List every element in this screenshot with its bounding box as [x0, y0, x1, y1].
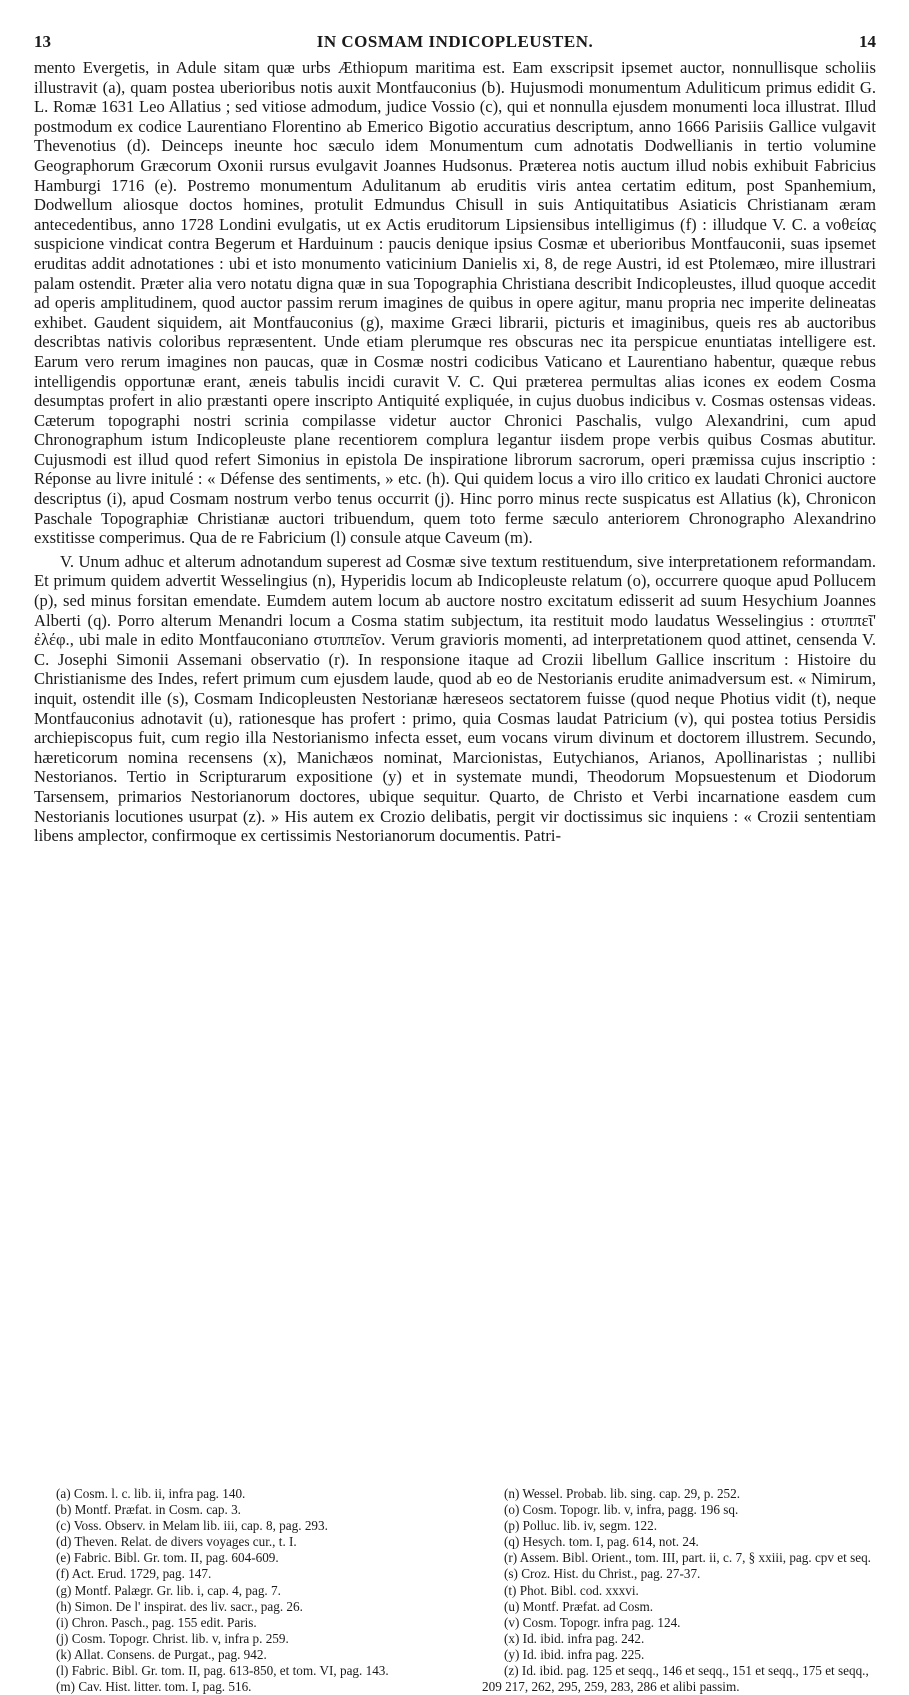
footnote: (j) Cosm. Topogr. Christ. lib. v, infra p. 259.	[56, 1630, 289, 1646]
page-number-right: 14	[859, 32, 876, 51]
page-number-left: 13	[34, 32, 51, 51]
footnote: (x) Id. ibid. infra pag. 242.	[504, 1630, 645, 1646]
footnote: (m) Cav. Hist. litter. tom. I, pag. 516.	[56, 1679, 252, 1695]
running-title: IN COSMAM INDICOPLEUSTEN.	[316, 32, 594, 51]
footnote: (n) Wessel. Probab. lib. sing. cap. 29, p. 252.	[504, 1486, 741, 1501]
footnote: (o) Cosm. Topogr. lib. v, infra, pagg. 196 sq.	[504, 1502, 739, 1518]
footnote: (p) Polluc. lib. iv, segm. 122.	[504, 1518, 657, 1534]
footnotes-right-column	[482, 1486, 876, 1695]
running-header	[34, 30, 876, 58]
footnote: (h) Simon. De l' inspirat. des liv. sacr., pag. 26.	[56, 1598, 303, 1614]
footnote: (s) Croz. Hist. du Christ., pag. 27-37.	[504, 1566, 701, 1582]
footnote: (y) Id. ibid. infra pag. 225.	[504, 1646, 645, 1662]
footnote: (l) Fabric. Bibl. Gr. tom. II, pag. 613-850, et tom. VI, pag. 143.	[56, 1663, 389, 1679]
footnote: (d) Theven. Relat. de divers voyages cur., t. I.	[56, 1534, 297, 1550]
footnote: (g) Montf. Palægr. Gr. lib. i, cap. 4, pag. 7.	[56, 1582, 281, 1598]
footnote: (z) Id. ibid. pag. 125 et seqq., 146 et seqq., 151 et seqq., 175 et seqq., 209 217, 262, 295, 259, 283, 286 et alibi passim.	[482, 1663, 869, 1695]
paragraph-2: V. Unum adhuc et alterum adnotandum superest ad Cosmæ sive textum restituendum, sive interpretationem reformandam. Et primum quidem advertit Wesselingius (n), Hyperidis locum ab Indicopleuste relatum (o), occurrere quoque apud Pollucem (p), sed minus forsitan emendate. Eumdem autem locum ab auctore nostro excitatum edisserit ad suum Hesychium Joannes Alberti (q). Porro alterum Menandri locum a Cosma statim subjectum, ita restituit modo laudatus Wesselingius : στυππεῖ' ἐλέφ., ubi male in edito Montfauconiano στυππεῖον. Verum gravioris momenti, ad interpretationem quod attinet, censenda V. C. Josephi Simonii Assemani observatio (r). In responsione itaque ad Crozii libellum Gallice inscritum : Histoire du Christianisme des Indes, refert primum cum ejusdem laude, quod ab eo de Nestorianis erudite animadversum est. « Nimirum, inquit, ostendit ille (s), Cosmam Indicopleusten Nestorianæ hæreseos sectatorem fuisse (quod neque Photius vidit (t), neque Montfauconius adnotavit (u), rationesque has profert : primo, quia Cosmas laudat Patricium (v), qui postea totius Persidis archiepiscopus fuit, cum regio illa Nestorianismo infecta esset, eum vocans virum divinum et doctorem illustrem. Secundo, hæreticorum nomina recensens (x), Manichæos nominat, Marcionistas, Eutychianos, Arianos, Apollinaristas ; nullibi Nestorianos. Tertio in Scripturarum expositione (y) et in systemate mundi, Theodorum Mopsuestenum et Diodorum Tarsensem, primarios Nestorianorum doctores, ubique sequitur. Quarto, de Christo et Verbi incarnatione easdem cum Nestorianis locutiones usurpat (z). » His autem ex Crozio delibatis, pergit vir doctissimus sic inquiens : « Crozii sententiam libens amplector, confirmoque ex certissimis Nestorianorum documentis. Patri-	[34, 551, 876, 846]
footnote: (b) Montf. Præfat. in Cosm. cap. 3.	[56, 1502, 241, 1518]
footnote: (t) Phot. Bibl. cod. xxxvi.	[504, 1582, 639, 1598]
footnote: (e) Fabric. Bibl. Gr. tom. II, pag. 604-609.	[56, 1550, 279, 1566]
footnote: (k) Allat. Consens. de Purgat., pag. 942.	[56, 1646, 267, 1662]
footnote: (u) Montf. Præfat. ad Cosm.	[504, 1598, 654, 1614]
footnote: (v) Cosm. Topogr. infra pag. 124.	[504, 1614, 681, 1630]
footnote: (c) Voss. Observ. in Melam lib. iii, cap. 8, pag. 293.	[56, 1518, 328, 1534]
footnote: (i) Chron. Pasch., pag. 155 edit. Paris.	[56, 1614, 257, 1630]
footnote: (f) Act. Erud. 1729, pag. 147.	[56, 1566, 212, 1582]
footnote: (r) Assem. Bibl. Orient., tom. III, part. ii, c. 7, § xxiii, pag. cpv et seq.	[504, 1550, 871, 1566]
footnote: (a) Cosm. l. c. lib. ii, infra pag. 140.	[56, 1486, 246, 1501]
main-text	[34, 58, 876, 846]
page	[34, 30, 876, 846]
footnotes-left-column	[34, 1486, 434, 1695]
footnote: (q) Hesych. tom. I, pag. 614, not. 24.	[504, 1534, 699, 1550]
paragraph-1: mento Evergetis, in Adule sitam quæ urbs Æthiopum maritima est. Eam exscripsit ipsemet auctor, nonnullisque scholiis illustravit (a), quam postea uberioribus notis auxit Montfauconius (b). Hujusmodi monumentum Aduliticum primus edidit G. L. Romæ 1631 Leo Allatius ; sed vitiose admodum, judice Vossio (c), qui et nonnulla ejusdem monumenti loca illustrat. Illud postmodum ex codice Laurentiano Florentino ab Emerico Bigotio accuratius descriptum, anno 1666 Parisiis Gallice vulgavit Thevenotius (d). Deinceps ineunte hoc sæculo idem Monumentum cum adnotatis Dodwellianis in tertio volumine Geographorum Græcorum Oxonii rursus evulgavit Joannes Hudsonus. Præterea notis auctum illud nobis exhibuit Fabricius Hamburgi 1716 (e). Postremo monumentum Adulitanum ab eruditis viris antea certatim editum, post Spanhemium, Dodwellum aliosque doctos homines, protulit Edmundus Chisull in suis Antiquitatibus Asiaticis Christianam æram antecedentibus, anno 1728 Londini evulgatis, ut ex Actis eruditorum Lipsiensibus intelligimus (f) : illudque V. C. a νοθείας suspicione vindicat contra Begerum et Harduinum : paucis denique ipsius Cosmæ et uberioribus Montfauconii, suas ipsemet eruditas addit adnotationes : ubi et isto monumento vaticinium Danielis xi, 8, de rege Austri, id est Ptolemæo, mire illustrari palam ostendit. Præter alia vero notatu digna quæ in sua Topographia Christiana describit Indicopleustes, illud quoque accedit ad operis amplitudinem, quod auctor passim rerum imagines de quibus in opere agitur, manu propria nec imperite delineatas exhibet. Gaudent siquidem, ait Montfauconius (g), maxime Græci librarii, picturis et imaginibus, queis res ab auctoribus describtas nativis coloribus repræsentent. Unde etiam plerumque res obscuras nec ita perspicue enuntiatas intelligere est. Earum vero rerum imagines non paucas, quæ in Cosmæ nostri codicibus Vaticano et Laurentiano habentur, quæque rebus intelligendis opportunæ erant, æneis tabulis incidi curavit V. C. Qui præterea permultas alias icones ex eodem Cosma desumptas profert in alio præstanti opere inscripto Antiquité expliquée, in cujus duobus indicibus v. Cosmas ostensas videas. Cæterum topographi nostri scrinia compilasse videtur auctor Chronici Paschalis, vulgo Alexandrini, cum apud Chronographum istum Indicopleuste plane recentiorem complura legantur iisdem prope verbis quibus Cosmas abutitur. Cujusmodi est illud quod refert Simonius in epistola De inspiratione librorum sacrorum, operi præmissa cujus inscriptio : Réponse au livre initulé : « Défense des sentiments, » etc. (h). Qui quidem locus a viro illo critico ex laudati Chronici auctore descriptus (i), apud Cosmam nostrum verbo tenus occurrit (j). Hinc porro minus recte suspicatus est Allatius (k), Chronicon Paschale Topographiæ Christianæ auctori tribuendum, quem toto ferme sæculo anteriorem Chronographo Alexandrino exstitisse comperimus. Qua de re Fabricium (l) consule atque Caveum (m).	[34, 58, 876, 548]
